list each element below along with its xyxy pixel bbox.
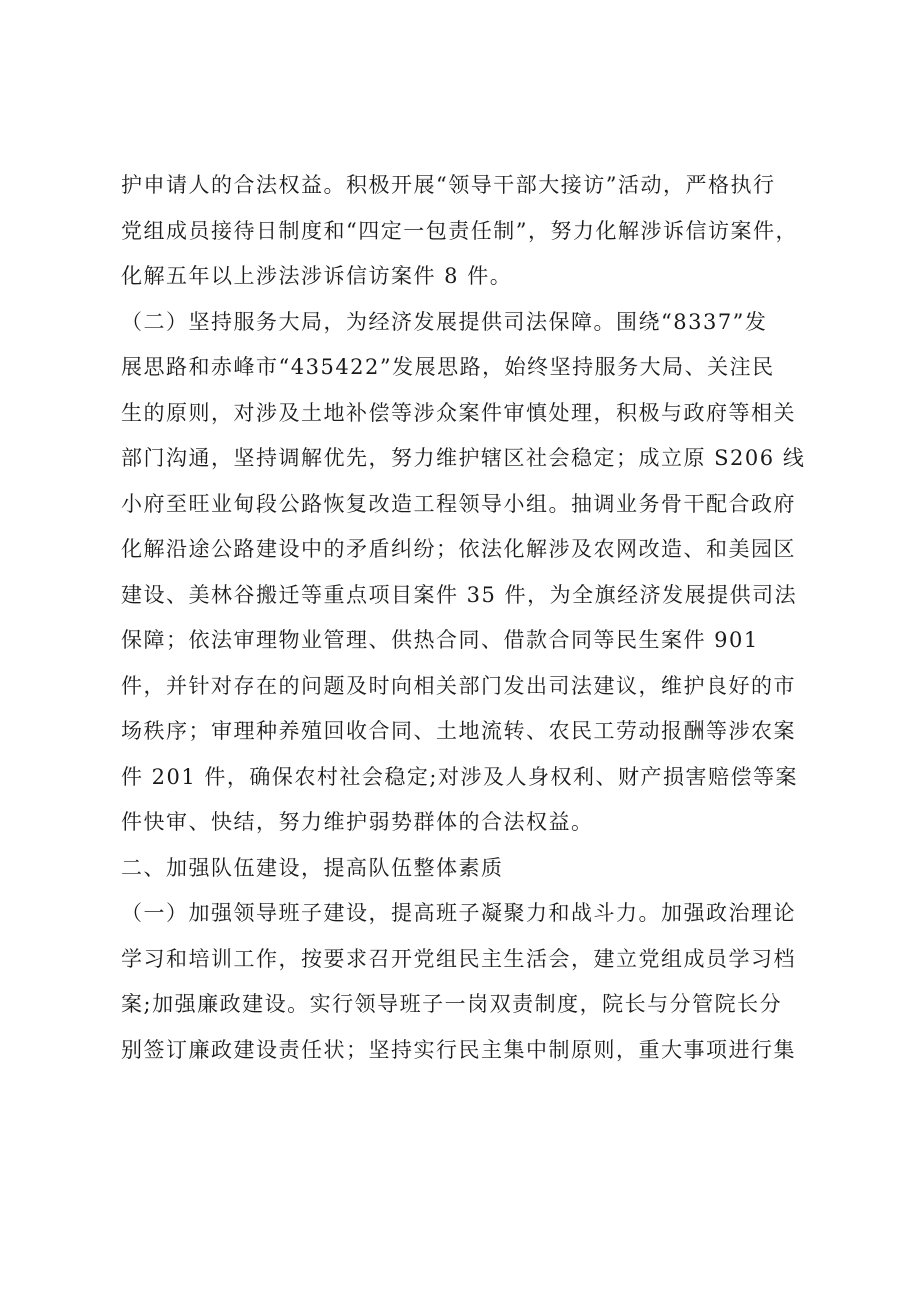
section-heading: 二、加强队伍建设，提高队伍整体素质 <box>121 855 504 880</box>
text-line: 学习和培训工作，按要求召开党组民主生活会，建立党组成员学习档 <box>121 946 796 971</box>
text-line: 别签订廉政建设责任状；坚持实行民主集中制原则，重大事项进行集 <box>121 1037 796 1062</box>
text-line: 件 201 件，确保农村社会稳定;对涉及人身权利、财产损害赔偿等案 <box>121 764 799 789</box>
text-line: 化解沿途公路建设中的矛盾纠纷；依法化解涉及农网改造、和美园区 <box>121 537 796 561</box>
text-line: 展思路和赤峰市“435422”发展思路，始终坚持服务大局、关注民 <box>121 355 775 379</box>
text-line: 小府至旺业甸段公路恢复改造工程领导小组。抽调业务骨干配合政府 <box>121 491 796 516</box>
text-line: 护申请人的合法权益。积极开展“领导干部大接访”活动，严格执行 <box>121 173 776 197</box>
text-line: 案;加强廉政建设。实行领导班子一岗双责制度，院长与分管院长分 <box>121 992 783 1016</box>
text-line: 建设、美林谷搬迁等重点项目案件 35 件，为全旗经济发展提供司法 <box>121 582 798 607</box>
text-line: （二）坚持服务大局，为经济发展提供司法保障。围绕“8337”发 <box>121 309 768 334</box>
text-line: 保障；依法审理物业管理、供热合同、借款合同等民生案件 901 <box>121 628 759 652</box>
text-line: 化解五年以上涉法涉诉信访案件 8 件。 <box>121 264 513 288</box>
text-line: 场秩序；审理种养殖回收合同、土地流转、农民工劳动报酬等涉农案 <box>121 719 796 743</box>
text-line: 部门沟通，坚持调解优先，努力维护辖区社会稳定；成立原 S206 线 <box>121 446 806 470</box>
body-text <box>121 163 826 1073</box>
text-line: 党组成员接待日制度和“四定一包责任制”，努力化解涉诉信访案件， <box>121 218 798 243</box>
text-line: 生的原则，对涉及土地补偿等涉众案件审慎处理，积极与政府等相关 <box>121 400 796 425</box>
text-line: 件快审、快结，努力维护弱势群体的合法权益。 <box>121 810 594 834</box>
text-line: （一）加强领导班子建设，提高班子凝聚力和战斗力。加强政治理论 <box>121 901 796 925</box>
text-line: 件，并针对存在的问题及时向相关部门发出司法建议，维护良好的市 <box>121 673 796 698</box>
